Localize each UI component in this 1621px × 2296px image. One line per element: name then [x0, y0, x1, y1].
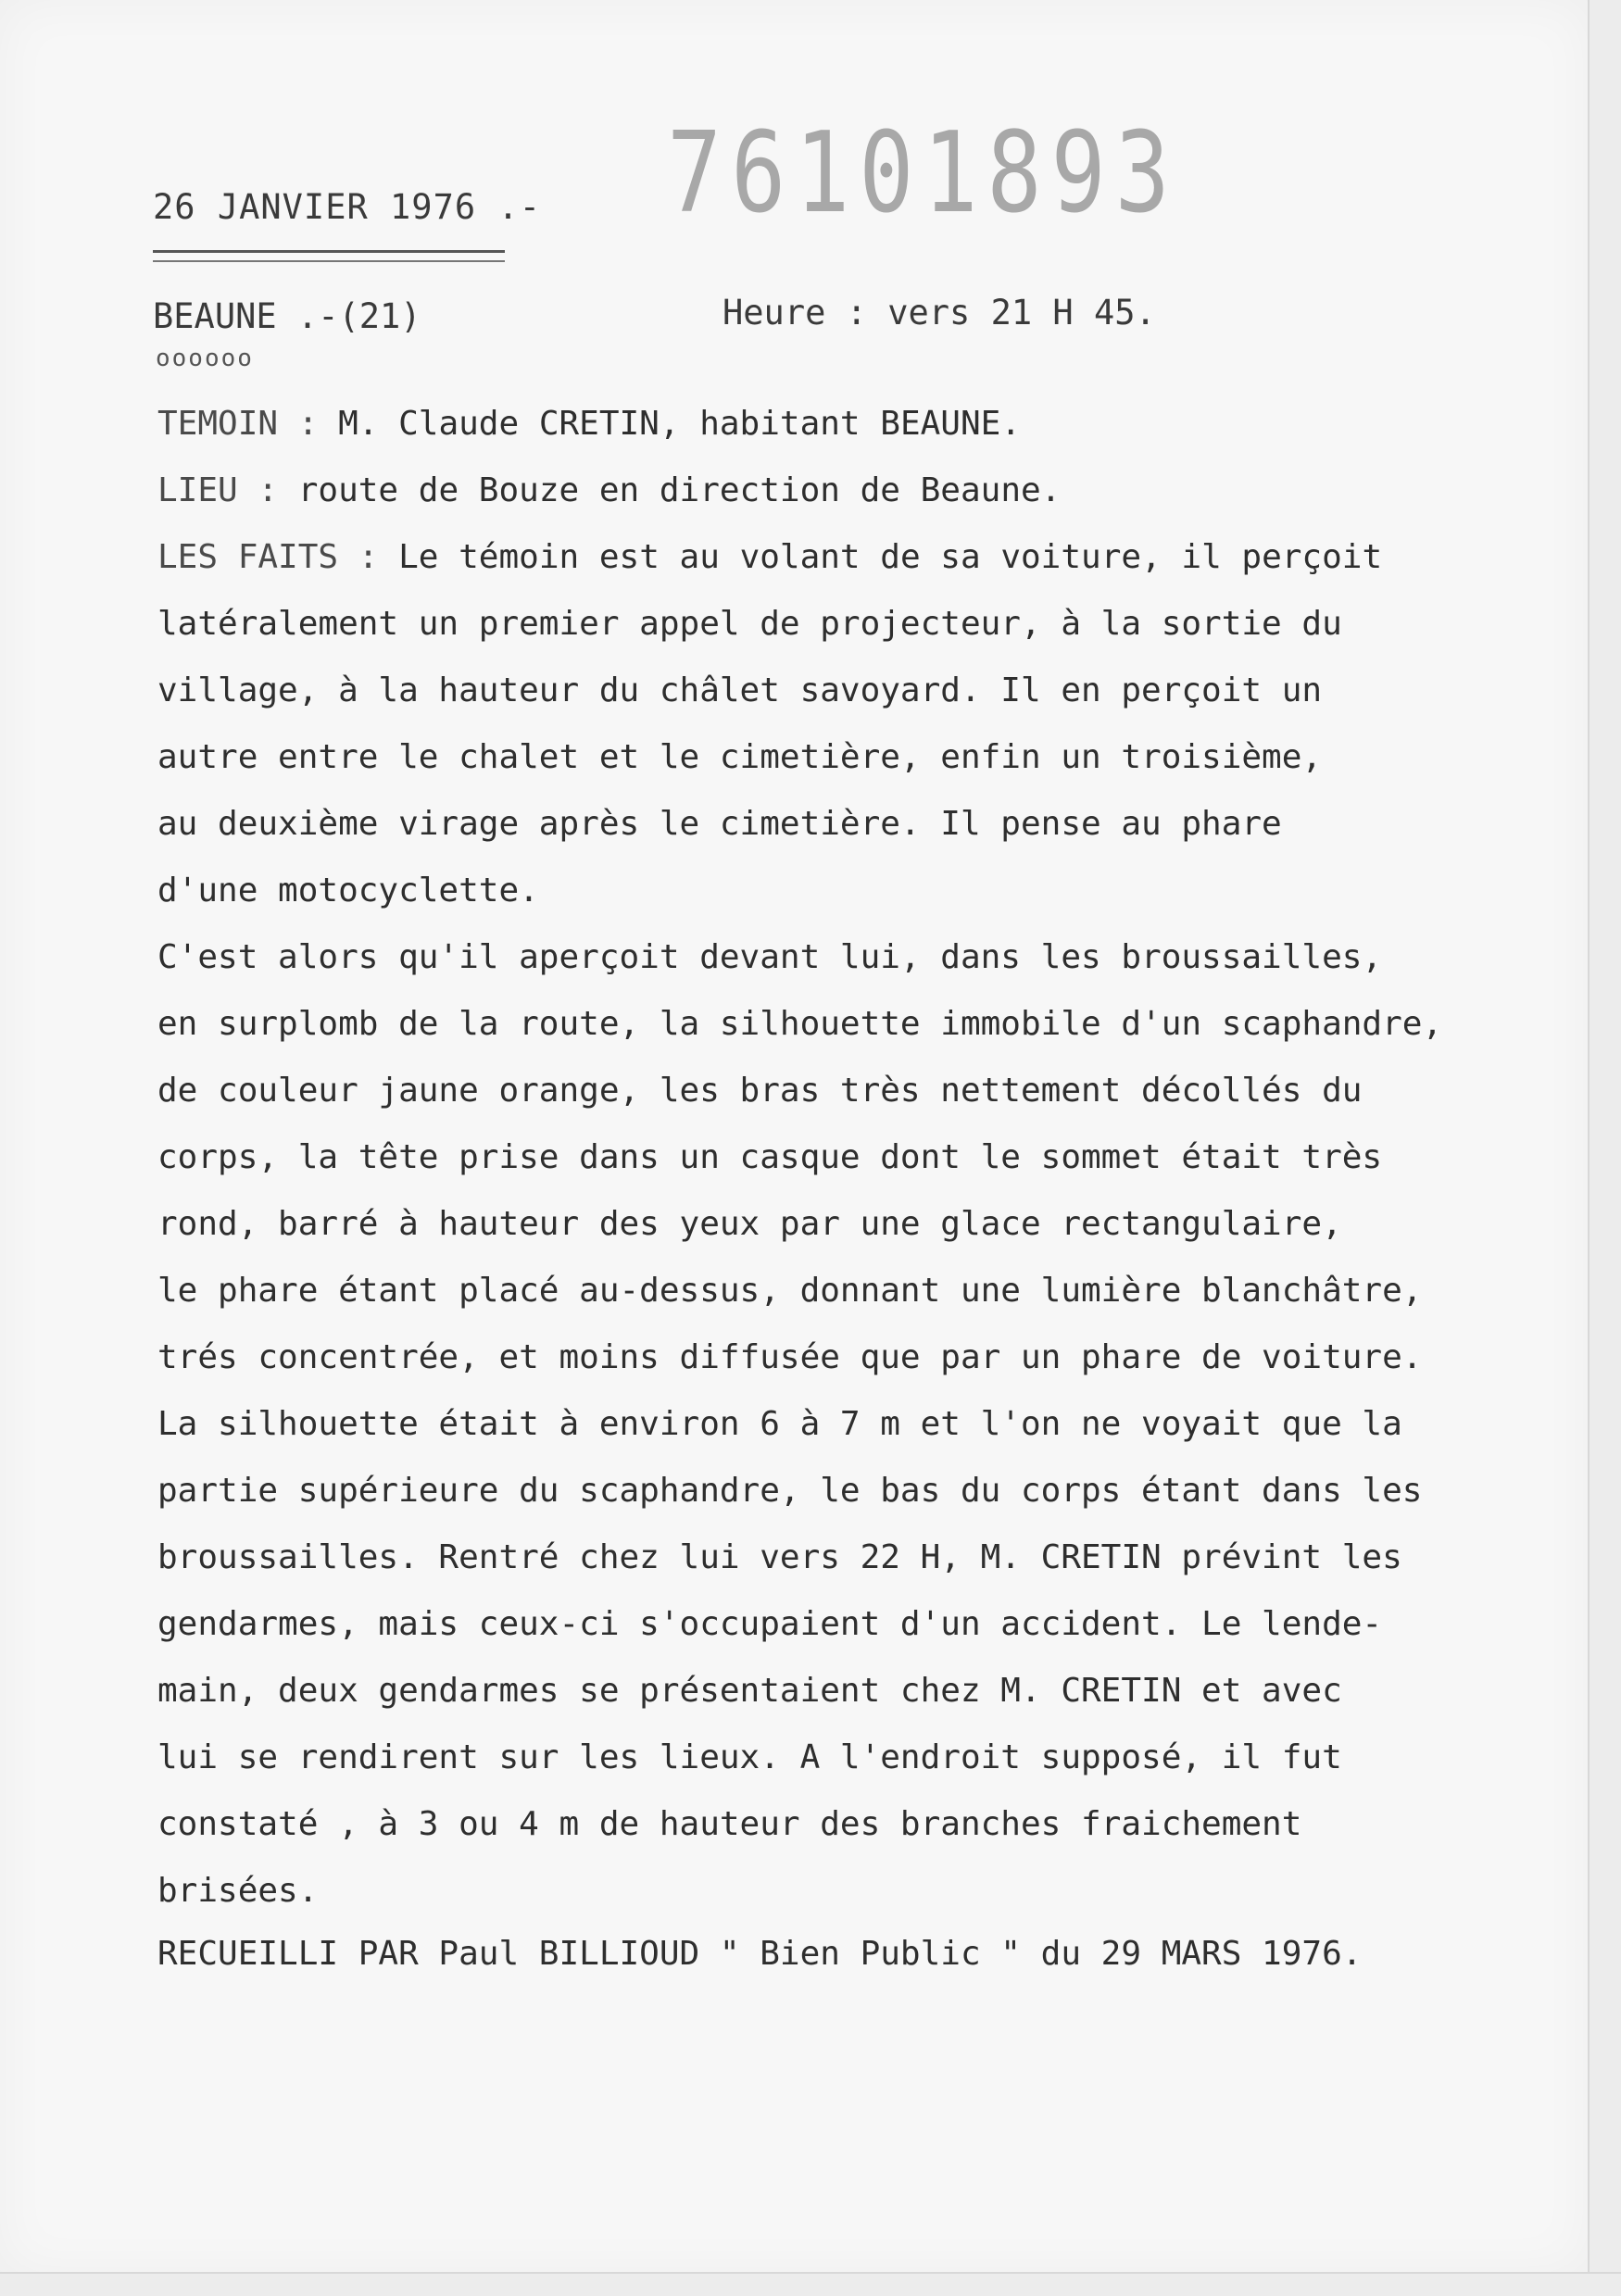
- temoin-label: TEMOIN :: [157, 405, 319, 443]
- report-date: 26 JANVIER 1976 .-: [153, 187, 541, 227]
- time-heading: Heure : vers 21 H 45.: [723, 293, 1156, 332]
- location-heading: BEAUNE .-(21): [153, 296, 421, 336]
- location-underline-marks: oooooo: [156, 345, 254, 372]
- scan-edge-bottom: [0, 2272, 1621, 2296]
- text-line: au deuxième virage après le cimetière. Il pense au phare: [157, 805, 1282, 843]
- temoin-line: [157, 405, 1021, 443]
- scan-edge-right: [1588, 0, 1621, 2296]
- text-line: rond, barré à hauteur des yeux par une glace rectangulaire,: [157, 1205, 1342, 1243]
- text-line: Le témoin est au volant de sa voiture, il perçoit: [398, 538, 1383, 576]
- date-underline-second: [153, 260, 505, 262]
- text-line: village, à la hauteur du châlet savoyard. Il en perçoit un: [157, 671, 1323, 709]
- lieu-text: route de Bouze en direction de Beaune.: [297, 471, 1062, 509]
- reference-number: 76101893: [667, 109, 1179, 238]
- text-line: main, deux gendarmes se présentaient chez M. CRETIN et avec: [157, 1672, 1342, 1710]
- faits-line: [157, 538, 1383, 576]
- text-line: brisées.: [157, 1872, 319, 1910]
- date-underline: [153, 250, 505, 253]
- text-line: en surplomb de la route, la silhouette immobile d'un scaphandre,: [157, 1005, 1443, 1043]
- lieu-line: [157, 471, 1062, 509]
- text-line: lui se rendirent sur les lieux. A l'endroit supposé, il fut: [157, 1738, 1342, 1776]
- text-line: trés concentrée, et moins diffusée que par un phare de voiture.: [157, 1338, 1423, 1376]
- text-line: le phare étant placé au-dessus, donnant une lumière blanchâtre,: [157, 1272, 1423, 1310]
- text-line: de couleur jaune orange, les bras très nettement décollés du: [157, 1072, 1363, 1110]
- source-footer: RECUEILLI PAR Paul BILLIOUD " Bien Public " du 29 MARS 1976.: [157, 1935, 1363, 1973]
- text-line: corps, la tête prise dans un casque dont le sommet était très: [157, 1138, 1383, 1176]
- text-line: gendarmes, mais ceux-ci s'occupaient d'un accident. Le lende-: [157, 1605, 1383, 1643]
- text-line: autre entre le chalet et le cimetière, enfin un troisième,: [157, 738, 1323, 776]
- text-line: La silhouette était à environ 6 à 7 m et l'on ne voyait que la: [157, 1405, 1402, 1443]
- text-line: partie supérieure du scaphandre, le bas du corps étant dans les: [157, 1472, 1423, 1510]
- text-line: d'une motocyclette.: [157, 872, 539, 910]
- temoin-text: M. Claude CRETIN, habitant BEAUNE.: [338, 405, 1021, 443]
- text-line: broussailles. Rentré chez lui vers 22 H, M. CRETIN prévint les: [157, 1538, 1402, 1576]
- text-line: constaté , à 3 ou 4 m de hauteur des branches fraichement: [157, 1805, 1302, 1843]
- text-line: latéralement un premier appel de projecteur, à la sortie du: [157, 605, 1342, 643]
- text-line: C'est alors qu'il aperçoit devant lui, dans les broussailles,: [157, 938, 1383, 976]
- faits-label: LES FAITS :: [157, 538, 379, 576]
- lieu-label: LIEU :: [157, 471, 279, 509]
